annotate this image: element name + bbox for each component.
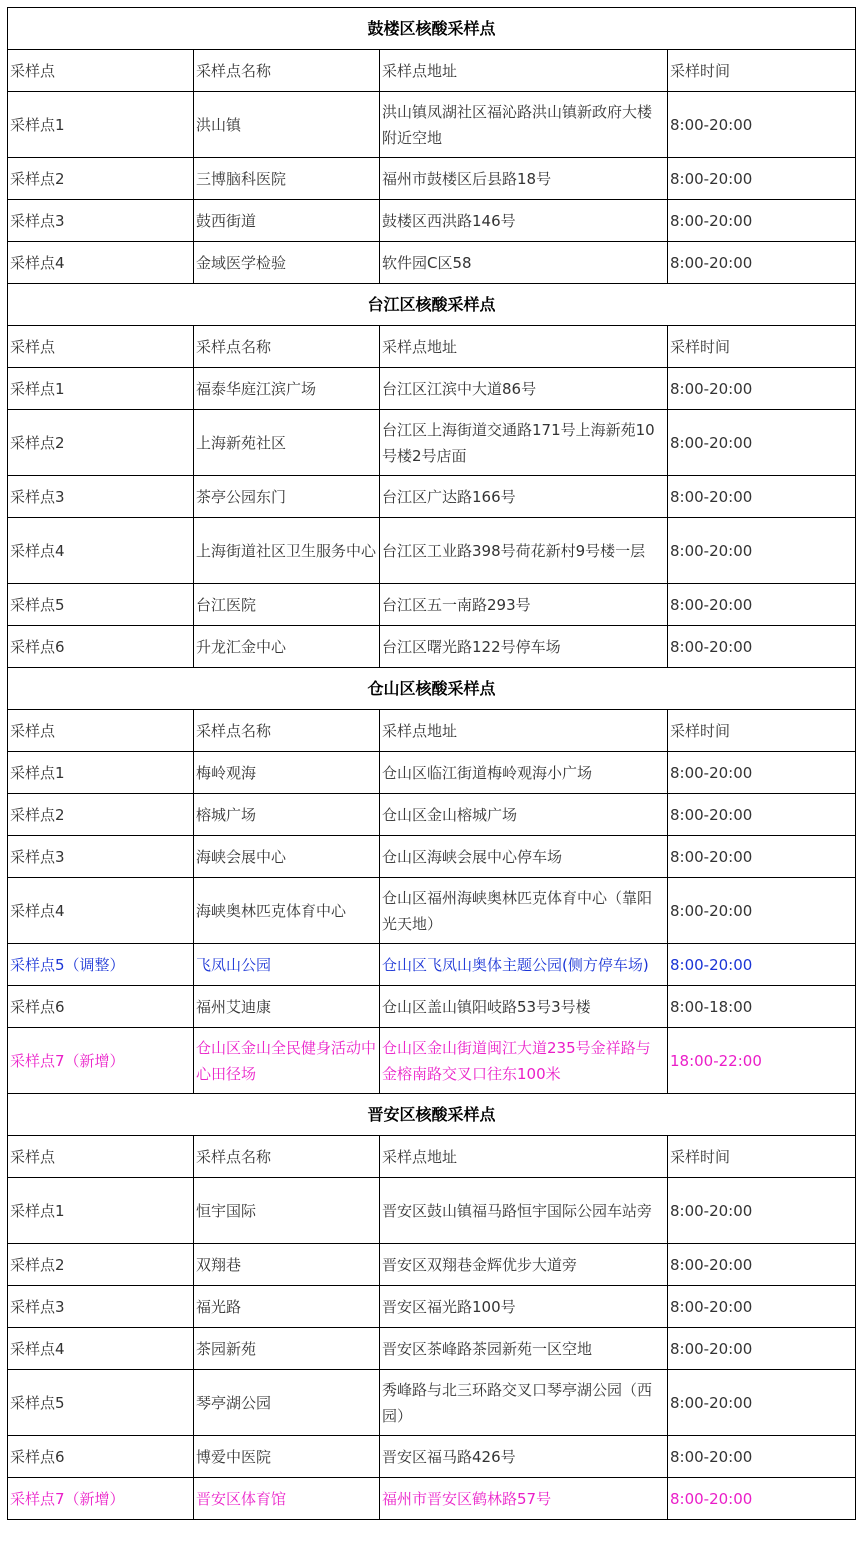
section-title: 台江区核酸采样点	[8, 284, 856, 326]
site-number: 采样点6	[8, 626, 194, 668]
site-name: 博爱中医院	[194, 1436, 380, 1478]
site-address: 福州市鼓楼区后县路18号	[380, 158, 668, 200]
column-header-site-address: 采样点地址	[380, 326, 668, 368]
site-name: 仓山区金山全民健身活动中心田径场	[194, 1028, 380, 1094]
table-row	[8, 1370, 856, 1436]
site-number: 采样点4	[8, 518, 194, 584]
site-address: 台江区广达路166号	[380, 476, 668, 518]
site-address: 台江区上海街道交通路171号上海新苑10号楼2号店面	[380, 410, 668, 476]
sampling-time: 8:00-20:00	[668, 200, 856, 242]
site-address: 仓山区金山街道闽江大道235号金祥路与金榕南路交叉口往东100米	[380, 1028, 668, 1094]
site-address: 仓山区盖山镇阳岐路53号3号楼	[380, 986, 668, 1028]
column-header-site-number: 采样点	[8, 326, 194, 368]
column-header-site-address: 采样点地址	[380, 50, 668, 92]
site-name: 梅岭观海	[194, 752, 380, 794]
sampling-time: 8:00-20:00	[668, 1286, 856, 1328]
table-row	[8, 794, 856, 836]
site-number: 采样点6	[8, 1436, 194, 1478]
sampling-time: 8:00-20:00	[668, 476, 856, 518]
column-header-site-number: 采样点	[8, 710, 194, 752]
column-header-sampling-time: 采样时间	[668, 326, 856, 368]
section-title-row	[8, 1094, 856, 1136]
sampling-time: 8:00-20:00	[668, 158, 856, 200]
site-name: 福光路	[194, 1286, 380, 1328]
table-row	[8, 1028, 856, 1094]
site-number: 采样点3	[8, 476, 194, 518]
site-name: 金域医学检验	[194, 242, 380, 284]
site-address: 台江区工业路398号荷花新村9号楼一层	[380, 518, 668, 584]
site-number: 采样点2	[8, 794, 194, 836]
table-row	[8, 1178, 856, 1244]
column-header-row	[8, 50, 856, 92]
sampling-time: 8:00-20:00	[668, 410, 856, 476]
table-row	[8, 944, 856, 986]
sampling-time: 8:00-20:00	[668, 518, 856, 584]
table-row	[8, 878, 856, 944]
site-address: 软件园C区58	[380, 242, 668, 284]
sampling-time: 8:00-20:00	[668, 1328, 856, 1370]
site-address: 晋安区福马路426号	[380, 1436, 668, 1478]
section-title: 鼓楼区核酸采样点	[8, 8, 856, 50]
site-address: 台江区江滨中大道86号	[380, 368, 668, 410]
sampling-time: 8:00-20:00	[668, 626, 856, 668]
site-address: 仓山区福州海峡奥林匹克体育中心（靠阳光天地）	[380, 878, 668, 944]
site-name: 升龙汇金中心	[194, 626, 380, 668]
table-row	[8, 1328, 856, 1370]
site-number: 采样点3	[8, 836, 194, 878]
table-row	[8, 1244, 856, 1286]
site-name: 恒宇国际	[194, 1178, 380, 1244]
sampling-time: 8:00-20:00	[668, 752, 856, 794]
table-row	[8, 92, 856, 158]
site-number: 采样点7（新增）	[8, 1478, 194, 1520]
site-address: 仓山区金山榕城广场	[380, 794, 668, 836]
sampling-time: 8:00-20:00	[668, 1370, 856, 1436]
site-name: 茶亭公园东门	[194, 476, 380, 518]
sampling-time: 8:00-20:00	[668, 1244, 856, 1286]
site-address: 晋安区茶峰路茶园新苑一区空地	[380, 1328, 668, 1370]
site-name: 晋安区体育馆	[194, 1478, 380, 1520]
site-number: 采样点4	[8, 242, 194, 284]
sampling-time: 8:00-20:00	[668, 836, 856, 878]
sampling-time: 8:00-20:00	[668, 584, 856, 626]
table-row	[8, 476, 856, 518]
site-number: 采样点3	[8, 1286, 194, 1328]
site-address: 洪山镇凤湖社区福沁路洪山镇新政府大楼附近空地	[380, 92, 668, 158]
column-header-site-name: 采样点名称	[194, 50, 380, 92]
site-number: 采样点5	[8, 1370, 194, 1436]
site-name: 上海新苑社区	[194, 410, 380, 476]
table-row	[8, 584, 856, 626]
table-row	[8, 158, 856, 200]
site-number: 采样点1	[8, 752, 194, 794]
column-header-row	[8, 1136, 856, 1178]
sampling-time: 8:00-20:00	[668, 878, 856, 944]
site-address: 福州市晋安区鹤林路57号	[380, 1478, 668, 1520]
site-number: 采样点2	[8, 410, 194, 476]
site-name: 飞凤山公园	[194, 944, 380, 986]
sampling-time: 8:00-20:00	[668, 1478, 856, 1520]
site-number: 采样点2	[8, 158, 194, 200]
sampling-time: 8:00-20:00	[668, 1436, 856, 1478]
table-row	[8, 752, 856, 794]
column-header-sampling-time: 采样时间	[668, 1136, 856, 1178]
sampling-time: 8:00-18:00	[668, 986, 856, 1028]
column-header-site-number: 采样点	[8, 50, 194, 92]
site-address: 仓山区海峡会展中心停车场	[380, 836, 668, 878]
site-name: 福州艾迪康	[194, 986, 380, 1028]
site-number: 采样点1	[8, 368, 194, 410]
site-name: 双翔巷	[194, 1244, 380, 1286]
site-name: 茶园新苑	[194, 1328, 380, 1370]
section-title: 仓山区核酸采样点	[8, 668, 856, 710]
column-header-sampling-time: 采样时间	[668, 50, 856, 92]
site-name: 上海街道社区卫生服务中心	[194, 518, 380, 584]
column-header-site-address: 采样点地址	[380, 1136, 668, 1178]
site-address: 秀峰路与北三环路交叉口琴亭湖公园（西园）	[380, 1370, 668, 1436]
sampling-time: 8:00-20:00	[668, 944, 856, 986]
site-number: 采样点1	[8, 1178, 194, 1244]
site-address: 晋安区鼓山镇福马路恒宇国际公园车站旁	[380, 1178, 668, 1244]
table-row	[8, 242, 856, 284]
sampling-sites-table	[7, 7, 856, 1520]
column-header-site-name: 采样点名称	[194, 1136, 380, 1178]
site-number: 采样点7（新增）	[8, 1028, 194, 1094]
site-name: 台江医院	[194, 584, 380, 626]
sampling-time: 8:00-20:00	[668, 368, 856, 410]
column-header-site-name: 采样点名称	[194, 710, 380, 752]
sampling-sites-body	[8, 8, 856, 1520]
site-name: 福泰华庭江滨广场	[194, 368, 380, 410]
table-row	[8, 986, 856, 1028]
section-title: 晋安区核酸采样点	[8, 1094, 856, 1136]
table-row	[8, 836, 856, 878]
site-address: 仓山区临江街道梅岭观海小广场	[380, 752, 668, 794]
section-title-row	[8, 284, 856, 326]
section-title-row	[8, 8, 856, 50]
site-number: 采样点6	[8, 986, 194, 1028]
table-row	[8, 1478, 856, 1520]
site-address: 晋安区双翔巷金辉优步大道旁	[380, 1244, 668, 1286]
section-title-row	[8, 668, 856, 710]
site-number: 采样点4	[8, 1328, 194, 1370]
table-row	[8, 368, 856, 410]
table-row	[8, 626, 856, 668]
site-number: 采样点3	[8, 200, 194, 242]
site-address: 晋安区福光路100号	[380, 1286, 668, 1328]
table-row	[8, 1286, 856, 1328]
column-header-row	[8, 326, 856, 368]
table-row	[8, 518, 856, 584]
sampling-time: 18:00-22:00	[668, 1028, 856, 1094]
site-number: 采样点5（调整）	[8, 944, 194, 986]
table-row	[8, 200, 856, 242]
site-name: 海峡奥林匹克体育中心	[194, 878, 380, 944]
table-row	[8, 410, 856, 476]
site-address: 台江区曙光路122号停车场	[380, 626, 668, 668]
site-name: 琴亭湖公园	[194, 1370, 380, 1436]
column-header-site-address: 采样点地址	[380, 710, 668, 752]
column-header-site-number: 采样点	[8, 1136, 194, 1178]
sampling-time: 8:00-20:00	[668, 794, 856, 836]
site-number: 采样点4	[8, 878, 194, 944]
column-header-sampling-time: 采样时间	[668, 710, 856, 752]
site-number: 采样点1	[8, 92, 194, 158]
site-name: 海峡会展中心	[194, 836, 380, 878]
site-number: 采样点5	[8, 584, 194, 626]
site-number: 采样点2	[8, 1244, 194, 1286]
table-row	[8, 1436, 856, 1478]
site-name: 榕城广场	[194, 794, 380, 836]
column-header-row	[8, 710, 856, 752]
site-address: 仓山区飞凤山奥体主题公园(侧方停车场)	[380, 944, 668, 986]
site-address: 台江区五一南路293号	[380, 584, 668, 626]
sampling-time: 8:00-20:00	[668, 92, 856, 158]
site-address: 鼓楼区西洪路146号	[380, 200, 668, 242]
sampling-time: 8:00-20:00	[668, 242, 856, 284]
site-name: 三博脑科医院	[194, 158, 380, 200]
site-name: 洪山镇	[194, 92, 380, 158]
site-name: 鼓西街道	[194, 200, 380, 242]
column-header-site-name: 采样点名称	[194, 326, 380, 368]
sampling-time: 8:00-20:00	[668, 1178, 856, 1244]
